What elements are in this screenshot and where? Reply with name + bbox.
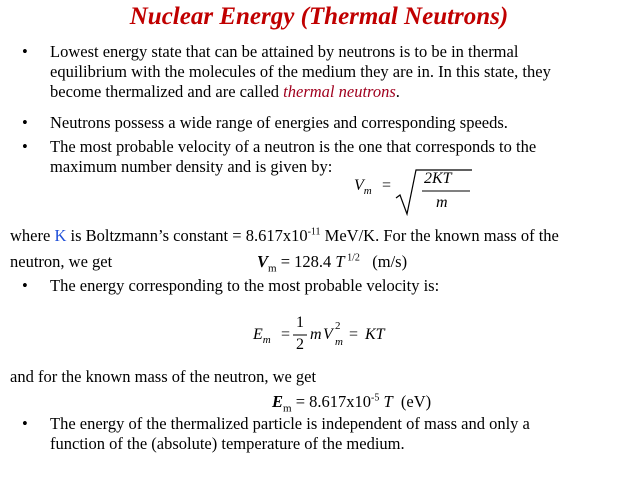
em-value-sub: m [283, 402, 292, 415]
neutron-we-get: neutron, we get [10, 252, 113, 271]
bullet-dot: • [22, 414, 28, 433]
em-equation [245, 305, 405, 365]
bullet-4-line-1: The energy corresponding to the most probable velocity is: [50, 276, 440, 295]
bullet-dot: • [22, 42, 28, 61]
vm-value-number: = 128.4 [276, 252, 336, 271]
vm-value-sub: m [268, 262, 277, 275]
em-value [272, 392, 432, 415]
bullet-1-line-2: equilibrium with the molecules of the medium they are in. In this state, they [50, 62, 551, 81]
em-lhs-e: E [253, 326, 263, 343]
vm-value-t: T [335, 252, 345, 271]
em-mass: m [310, 326, 322, 343]
em-kt: KT [365, 326, 385, 343]
boltzmann-text: is Boltzmann’s constant = 8.617x10 [66, 226, 308, 245]
vm-denominator: m [436, 194, 448, 211]
boltzmann-exponent: -11 [307, 226, 321, 238]
vm-value [257, 252, 408, 275]
bullet-3 [22, 137, 630, 177]
thermal-neutrons-term: thermal neutrons [283, 82, 396, 101]
bullet-2-line-1: Neutrons possess a wide range of energies and corresponding speeds. [50, 113, 508, 132]
vm-value-unit: (m/s) [359, 252, 408, 271]
bullet-dot: • [22, 137, 28, 156]
bullet-1-line-3-text: become thermalized and are called [50, 82, 284, 101]
bullet-5 [22, 414, 630, 454]
em-velocity: V [323, 326, 333, 343]
bullet-5-line-1: The energy of the thermalized particle is independent of mass and only a [50, 414, 530, 433]
vm-numerator: 2KT [424, 170, 452, 187]
vm-equation [350, 160, 480, 220]
bullet-2 [22, 113, 630, 133]
bullet-3-line-1: The most probable velocity of a neutron is the one that corresponds to the [50, 137, 537, 156]
em-value-exponent: -5 [371, 392, 380, 404]
known-mass-paragraph: and for the known mass of the neutron, we get [10, 367, 317, 386]
vm-equals: = [382, 177, 392, 194]
em-value-number: = 8.617x10 [291, 392, 372, 411]
em-equals-1: = [281, 326, 291, 343]
bullet-4 [22, 276, 630, 296]
vm-lhs-v: V [354, 177, 364, 194]
half-numerator: 1 [296, 314, 304, 331]
vm-value-v: V [257, 252, 269, 271]
bullet-1 [22, 42, 630, 102]
half-denominator: 2 [296, 336, 304, 353]
em-value-e: E [272, 392, 284, 411]
bullet-dot: • [22, 276, 28, 295]
em-lhs-sub: m [262, 334, 271, 347]
em-value-t: T [379, 392, 393, 411]
bullet-1-period: . [395, 82, 400, 101]
em-velocity-sub: m [335, 336, 343, 348]
em-velocity-sup: 2 [335, 320, 341, 332]
em-equals-2: = [349, 326, 359, 343]
where-text: where [10, 226, 55, 245]
bullet-1-line-1: Lowest energy state that can be attained by neutrons is to be in thermal [50, 42, 519, 61]
bullet-5-line-2: function of the (absolute) temperature of the medium. [50, 434, 405, 453]
em-value-unit: (eV) [392, 392, 432, 411]
vm-lhs [354, 177, 372, 198]
vm-value-exponent: 1/2 [344, 252, 360, 264]
bullet-dot: • [22, 113, 28, 132]
boltzmann-paragraph [10, 226, 630, 246]
boltzmann-text-end: MeV/K. For the known mass of the [320, 226, 559, 245]
bullet-3-line-2: maximum number density and is given by: [50, 157, 333, 176]
k-symbol: K [54, 226, 67, 245]
slide-title: Nuclear Energy (Thermal Neutrons) [129, 3, 509, 30]
vm-lhs-sub: m [363, 185, 372, 198]
em-lhs [253, 326, 271, 347]
